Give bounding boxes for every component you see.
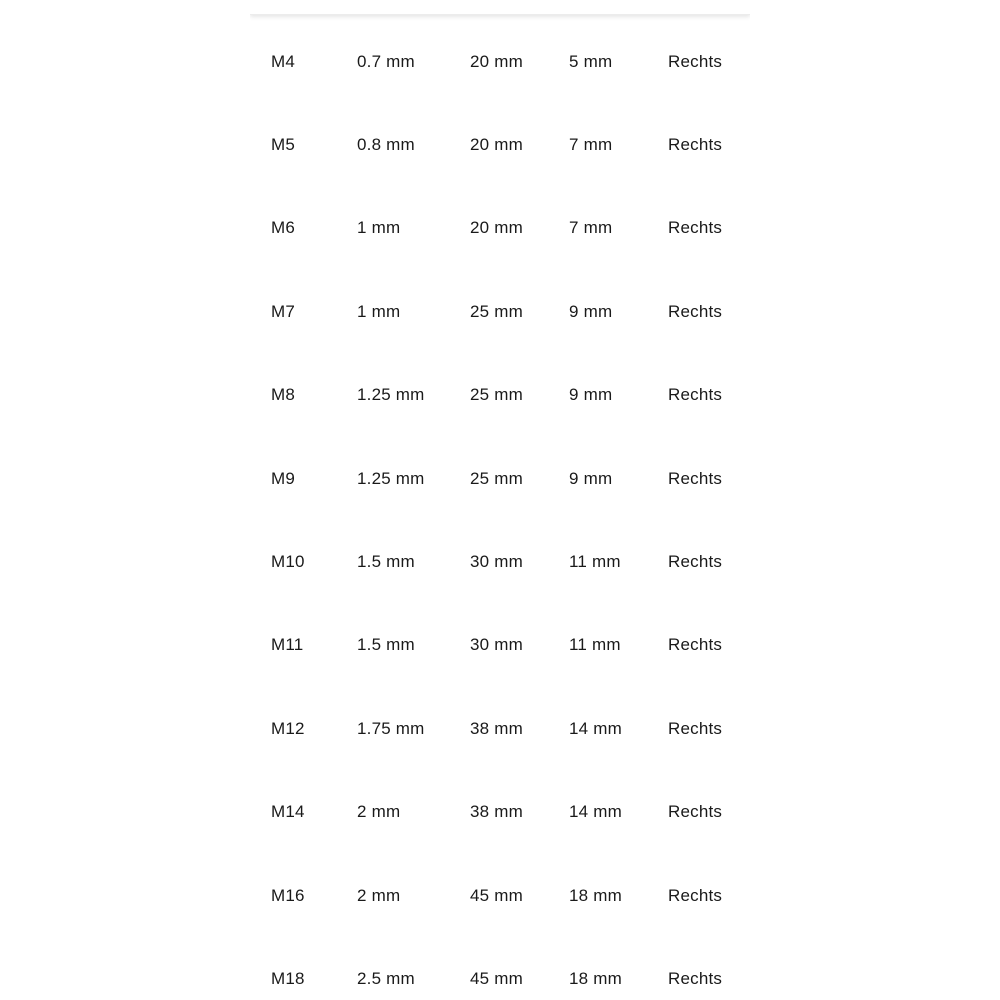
cell-thread-length: 14 mm [569, 718, 622, 738]
cell-length: 20 mm [470, 218, 523, 238]
spec-table [250, 0, 750, 1000]
cell-pitch: 2 mm [357, 802, 401, 822]
table-row [250, 270, 750, 353]
cell-thread-length: 9 mm [569, 468, 613, 488]
cell-size: M4 [271, 51, 296, 71]
cell-thread-direction: Rechts [668, 51, 723, 71]
cell-length: 20 mm [470, 51, 523, 71]
cell-length: 38 mm [470, 802, 523, 822]
cell-length: 25 mm [470, 301, 523, 321]
cell-pitch: 2 mm [357, 885, 401, 905]
cell-pitch: 0.7 mm [357, 51, 415, 71]
cell-thread-direction: Rechts [668, 468, 723, 488]
cell-size: M14 [271, 802, 305, 822]
table-row [250, 437, 750, 520]
cell-thread-direction: Rechts [668, 301, 723, 321]
cell-pitch: 1.25 mm [357, 385, 425, 405]
cell-thread-length: 7 mm [569, 135, 613, 155]
cell-thread-length: 11 mm [569, 635, 621, 655]
cell-size: M16 [271, 885, 305, 905]
cell-thread-direction: Rechts [668, 968, 723, 988]
table-row [250, 937, 750, 1000]
table-row [250, 854, 750, 937]
cell-length: 25 mm [470, 385, 523, 405]
cell-thread-length: 9 mm [569, 301, 613, 321]
table-row [250, 687, 750, 770]
cell-size: M18 [271, 968, 305, 988]
table-row [250, 354, 750, 437]
cell-thread-direction: Rechts [668, 718, 723, 738]
cell-thread-length: 14 mm [569, 802, 622, 822]
cell-thread-direction: Rechts [668, 218, 723, 238]
cell-pitch: 2.5 mm [357, 968, 415, 988]
cell-length: 25 mm [470, 468, 523, 488]
table-row [250, 520, 750, 603]
cell-pitch: 1 mm [357, 218, 401, 238]
cell-size: M10 [271, 552, 305, 572]
cell-pitch: 1.5 mm [357, 552, 415, 572]
table-header-edge [250, 0, 750, 15]
cell-thread-length: 5 mm [569, 51, 613, 71]
cell-length: 45 mm [470, 885, 523, 905]
cell-thread-length: 7 mm [569, 218, 613, 238]
cell-length: 45 mm [470, 968, 523, 988]
cell-pitch: 1.25 mm [357, 468, 425, 488]
cell-thread-length: 18 mm [569, 885, 622, 905]
cell-length: 20 mm [470, 135, 523, 155]
cell-thread-direction: Rechts [668, 552, 723, 572]
cell-pitch: 0.8 mm [357, 135, 415, 155]
cell-thread-direction: Rechts [668, 635, 723, 655]
cell-thread-direction: Rechts [668, 385, 723, 405]
cell-size: M7 [271, 301, 296, 321]
cell-thread-direction: Rechts [668, 885, 723, 905]
cell-thread-direction: Rechts [668, 135, 723, 155]
cell-pitch: 1.5 mm [357, 635, 415, 655]
cell-size: M6 [271, 218, 296, 238]
table-row [250, 604, 750, 687]
table-row [250, 771, 750, 854]
cell-size: M8 [271, 385, 296, 405]
cell-length: 30 mm [470, 635, 523, 655]
table-row [250, 103, 750, 186]
table-row [250, 187, 750, 270]
cell-thread-length: 11 mm [569, 552, 621, 572]
cell-size: M12 [271, 718, 305, 738]
cell-size: M11 [271, 635, 304, 655]
cell-size: M9 [271, 468, 296, 488]
cell-thread-direction: Rechts [668, 802, 723, 822]
cell-pitch: 1 mm [357, 301, 401, 321]
cell-length: 38 mm [470, 718, 523, 738]
cell-pitch: 1.75 mm [357, 718, 425, 738]
cell-thread-length: 9 mm [569, 385, 613, 405]
cell-thread-length: 18 mm [569, 968, 622, 988]
cell-length: 30 mm [470, 552, 523, 572]
table-row [250, 20, 750, 103]
cell-size: M5 [271, 135, 296, 155]
table-body [250, 20, 750, 1000]
